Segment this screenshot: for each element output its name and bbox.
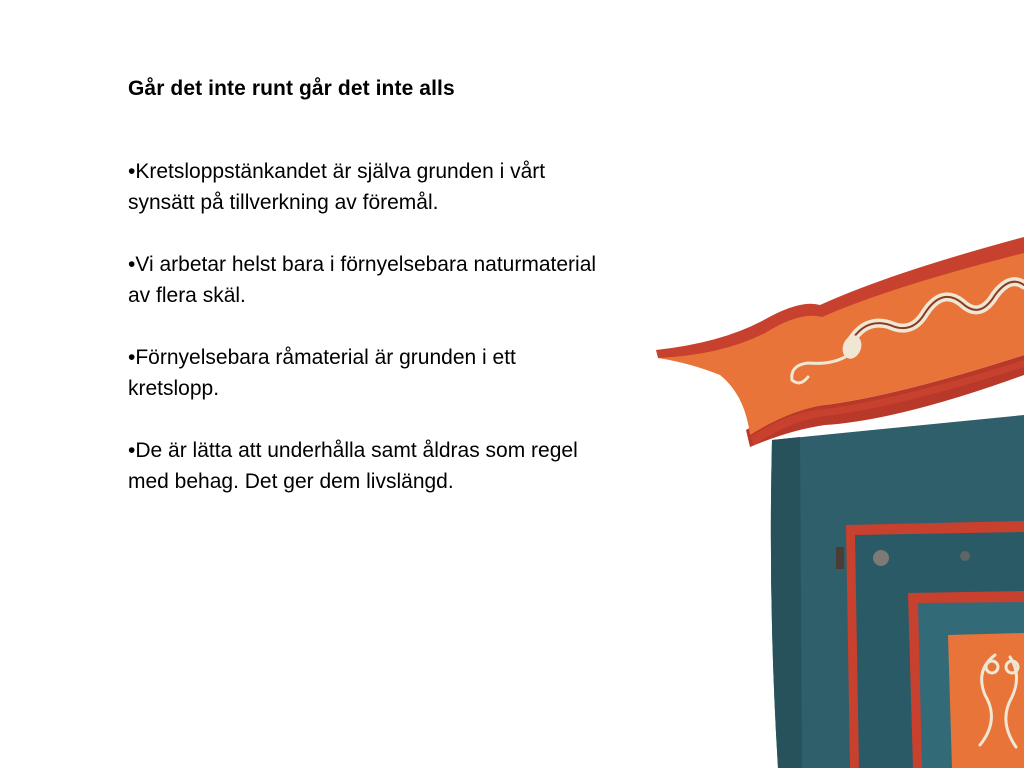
slide-title: Går det inte runt går det inte alls [128, 77, 455, 100]
bullet-item-2 [128, 249, 598, 311]
bullet-item-3 [128, 342, 598, 404]
bullet-marker: • [128, 439, 136, 462]
bullet-item-1 [128, 156, 598, 218]
orange-panel [948, 633, 1024, 768]
bullet-text: Vi arbetar helst bara i förnyelsebara naturmaterial av flera skäl. [128, 253, 597, 307]
bullet-text: Förnyelsebara råmaterial är grunden i ett kretslopp. [128, 346, 516, 400]
bullet-text: De är lätta att underhålla samt åldras som regel med behag. Det ger dem livslängd. [128, 439, 578, 493]
bullet-item-4 [128, 435, 598, 497]
painted-cabinet-image [650, 225, 1024, 768]
knob [873, 550, 889, 566]
bullet-list [128, 156, 598, 528]
bullet-marker: • [128, 160, 136, 183]
bullet-text: Kretsloppstänkandet är själva grunden i vårt synsätt på tillverkning av föremål. [128, 160, 546, 214]
bullet-marker: • [128, 253, 136, 276]
bullet-marker: • [128, 346, 136, 369]
